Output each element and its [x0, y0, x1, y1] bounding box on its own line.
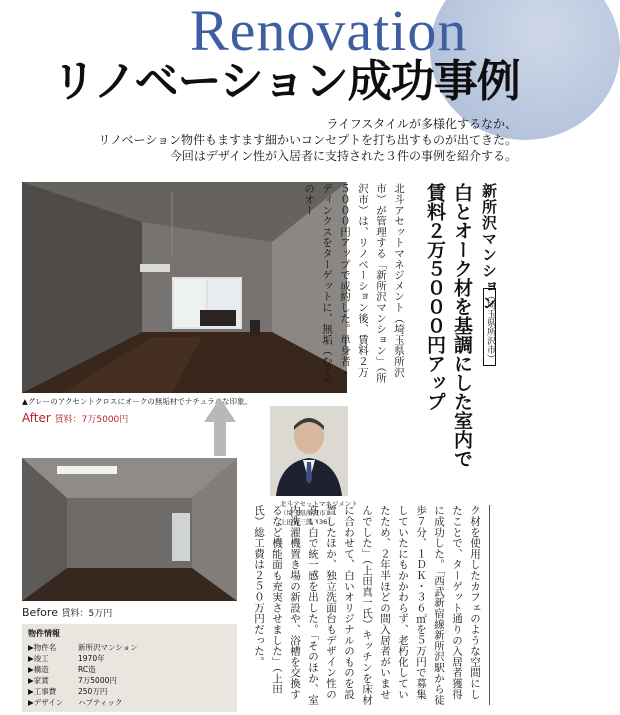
- after-label-text: After: [22, 411, 51, 425]
- info-value: RC造: [78, 665, 96, 674]
- arrow-up-icon: [204, 398, 236, 422]
- article-body-left: 北斗アセットマネジメント（埼玉県所沢市）が管理する「新所沢マンション」（所沢市）は、リノベーション後、賃料２万５０００円アップで成約した。単身者・ディンクスをターゲットに、無垢（むく）のオー: [303, 183, 405, 383]
- after-label: [22, 411, 128, 425]
- before-photo: [22, 458, 237, 601]
- lead-text: [98, 116, 517, 164]
- person-name: 上田福三郎（36）: [280, 518, 334, 526]
- lead-line-1: ライフスタイルが多様化するなか、: [326, 117, 517, 131]
- info-row: [28, 642, 138, 653]
- title-renovation: Renovation: [190, 0, 468, 63]
- person-illustration: [270, 406, 348, 496]
- property-info-title: 物件情報: [28, 629, 60, 638]
- info-value: 7万5000円: [78, 676, 117, 685]
- divider-line: [489, 505, 490, 705]
- after-rent: 賃料：7万5000円: [54, 415, 129, 425]
- info-row: [28, 653, 105, 664]
- article-body-right: ク材を使用したカフェのような空間にしたことで、ターゲット通りの入居者獲得に成功した。「西武新宿線新所沢駅から徒歩７分、１ＤＫ・３６㎡を５万円で募集していたにもかかわらず、老朽化していたため、２年半ほどの間入居者がいませんでした」（上田真一氏）キッチンを床材に合わせて、白いオリジナルのものを設置したほか、独立洗面台もデザイン性の高い白で統一感を出した。「そのほか、室内洗濯機置き場の新設や、浴槽を交換するなど機能面も充実させました」（上田氏）総工費は２５０万円だった。: [253, 505, 481, 705]
- info-value: 250万円: [78, 687, 108, 696]
- place-name: 新所沢マンション: [480, 183, 498, 311]
- info-key: ▶構造: [28, 665, 49, 674]
- info-value: 1970年: [78, 654, 105, 663]
- info-key: ▶家賃: [28, 676, 49, 685]
- person-photo: [270, 406, 348, 496]
- info-row: [28, 697, 122, 708]
- person-location: （埼玉県所沢市）: [280, 509, 332, 517]
- info-key: ▶工事費: [28, 687, 57, 696]
- page-title: リノベーション成功事例: [52, 56, 520, 107]
- headline-line-2: 賃料２万５０００円アップ: [424, 183, 446, 411]
- headline-line-1: 白とオーク材を基調にした室内で: [451, 183, 473, 468]
- after-photo-caption: ▲グレーのアクセントクロスにオークの無垢材でナチュラルな印象。: [22, 397, 252, 406]
- before-rent: 賃料：5万円: [61, 609, 113, 619]
- info-key: ▶竣工: [28, 654, 49, 663]
- before-label-text: Before: [22, 606, 58, 619]
- lead-line-3: 今回はデザイン性が入居者に支持された３件の事例を紹介する。: [169, 149, 517, 163]
- before-room-illustration: [22, 458, 237, 601]
- info-row: [28, 686, 107, 697]
- info-key: ▶物件名: [28, 643, 57, 652]
- before-label: [22, 606, 112, 619]
- info-key: ▶デザイン: [28, 698, 64, 707]
- info-row: [28, 675, 117, 686]
- arrow-shaft: [214, 420, 226, 456]
- info-value: 新所沢マンション: [78, 643, 138, 652]
- info-value: ハプティック: [78, 698, 123, 707]
- lead-line-2: リノベーション物件もますます細かいコンセプトを打ち出すものが出てきた。: [98, 133, 517, 147]
- property-info-box: [22, 624, 237, 712]
- info-row: [28, 664, 96, 675]
- person-company: 北斗アセットマネジメント: [280, 500, 358, 508]
- place-prefecture: （埼玉県所沢市）: [483, 288, 496, 366]
